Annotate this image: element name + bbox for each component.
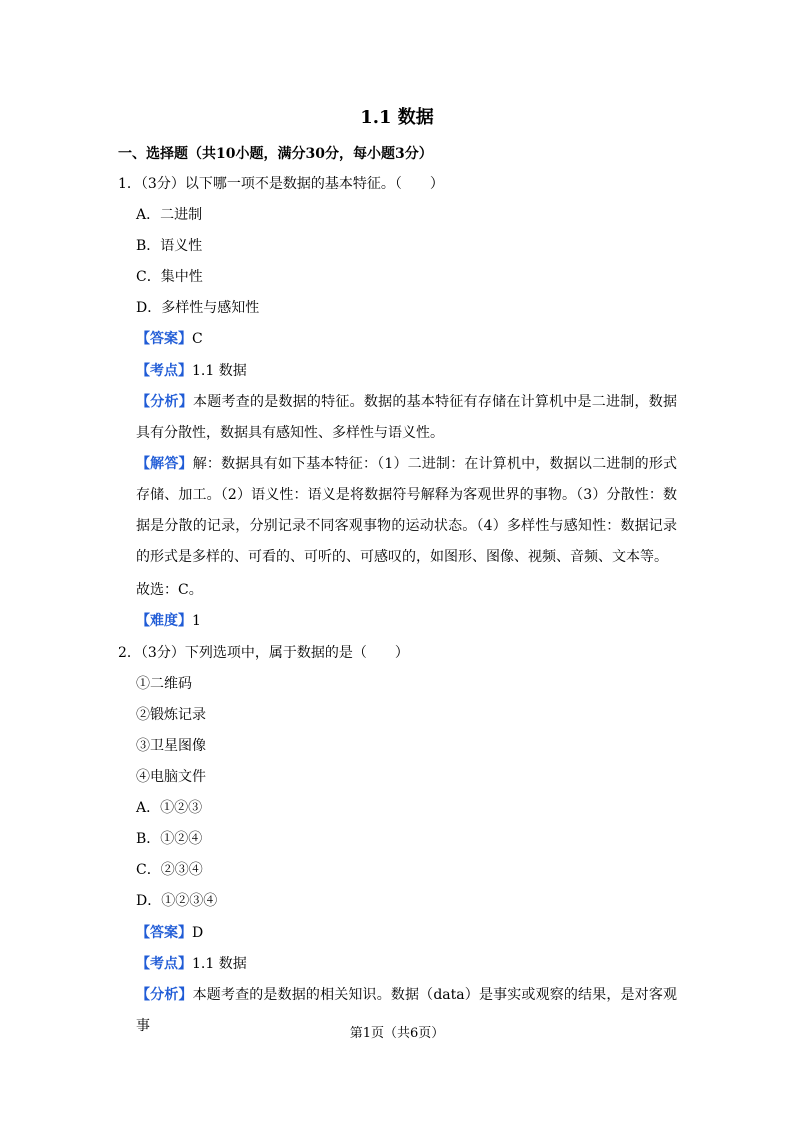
analysis-text: 本题考查的是数据的相关知识。数据（data）是事实或观察的结果，是对客观事 [136, 987, 678, 1034]
solution-label: 【解答】 [136, 456, 193, 472]
answer-label: 【答案】 [136, 331, 192, 347]
question-2-option-c: C．②③④ [136, 862, 203, 878]
point-value: 1.1 数据 [192, 363, 247, 379]
question-1-difficulty [136, 611, 201, 631]
question-2-option-a: A．①②③ [136, 800, 203, 816]
question-2-item-2: ②锻炼记录 [136, 707, 206, 723]
question-1-stem: 1．（3分）以下哪一项不是数据的基本特征。（ ） [118, 176, 444, 192]
analysis-label: 【分析】 [136, 987, 193, 1003]
question-1-choice: 故选：C。 [136, 582, 203, 598]
answer-value: D [192, 925, 204, 941]
section-heading: 一、选择题（共10小题，满分30分，每小题3分） [118, 146, 433, 162]
question-2-point [136, 954, 247, 974]
difficulty-label: 【难度】 [136, 613, 192, 629]
answer-label: 【答案】 [136, 925, 192, 941]
question-2-option-b: B．①②④ [136, 831, 203, 847]
solution-text: 解：数据具有如下基本特征：（1）二进制：在计算机中，数据以二进制的形式存储、加工。（2）语义性：语义是将数据符号解释为客观世界的事物。（3）分散性：数据是分散的记录，分别记录不同客观事物的运动状态。（4）多样性与感知性：数据记录的形式是多样的、可看的、可听的、可感叹的，如图形、图像、视频、音频、文本等。 [136, 456, 678, 565]
question-2-stem: 2．（3分）下列选项中，属于数据的是（ ） [118, 645, 409, 661]
question-1-option-c: C．集中性 [136, 269, 203, 285]
analysis-label: 【分析】 [136, 394, 193, 410]
point-label: 【考点】 [136, 363, 192, 379]
question-1-option-d: D．多样性与感知性 [136, 300, 260, 316]
answer-value: C [192, 331, 203, 347]
question-1-analysis [136, 387, 677, 449]
question-2-item-4: ④电脑文件 [136, 769, 206, 785]
question-2-item-1: ①二维码 [136, 676, 192, 692]
question-1-option-b: B．语义性 [136, 238, 203, 254]
question-2-item-3: ③卫星图像 [136, 738, 206, 754]
question-1-answer [136, 329, 203, 349]
question-2-option-d: D．①②③④ [136, 893, 218, 909]
question-1-solution [136, 449, 677, 573]
point-value: 1.1 数据 [192, 956, 247, 972]
point-label: 【考点】 [136, 956, 192, 972]
question-2-answer [136, 923, 203, 943]
page-footer: 第1页（共6页） [349, 1026, 445, 1041]
page-title: 1.1 数据 [360, 107, 434, 128]
analysis-text: 本题考查的是数据的特征。数据的基本特征有存储在计算机中是二进制，数据具有分散性，数据具有感知性、多样性与语义性。 [136, 394, 678, 441]
question-1-option-a: A．二进制 [136, 207, 203, 223]
question-1-point [136, 361, 247, 381]
difficulty-value: 1 [192, 613, 201, 629]
